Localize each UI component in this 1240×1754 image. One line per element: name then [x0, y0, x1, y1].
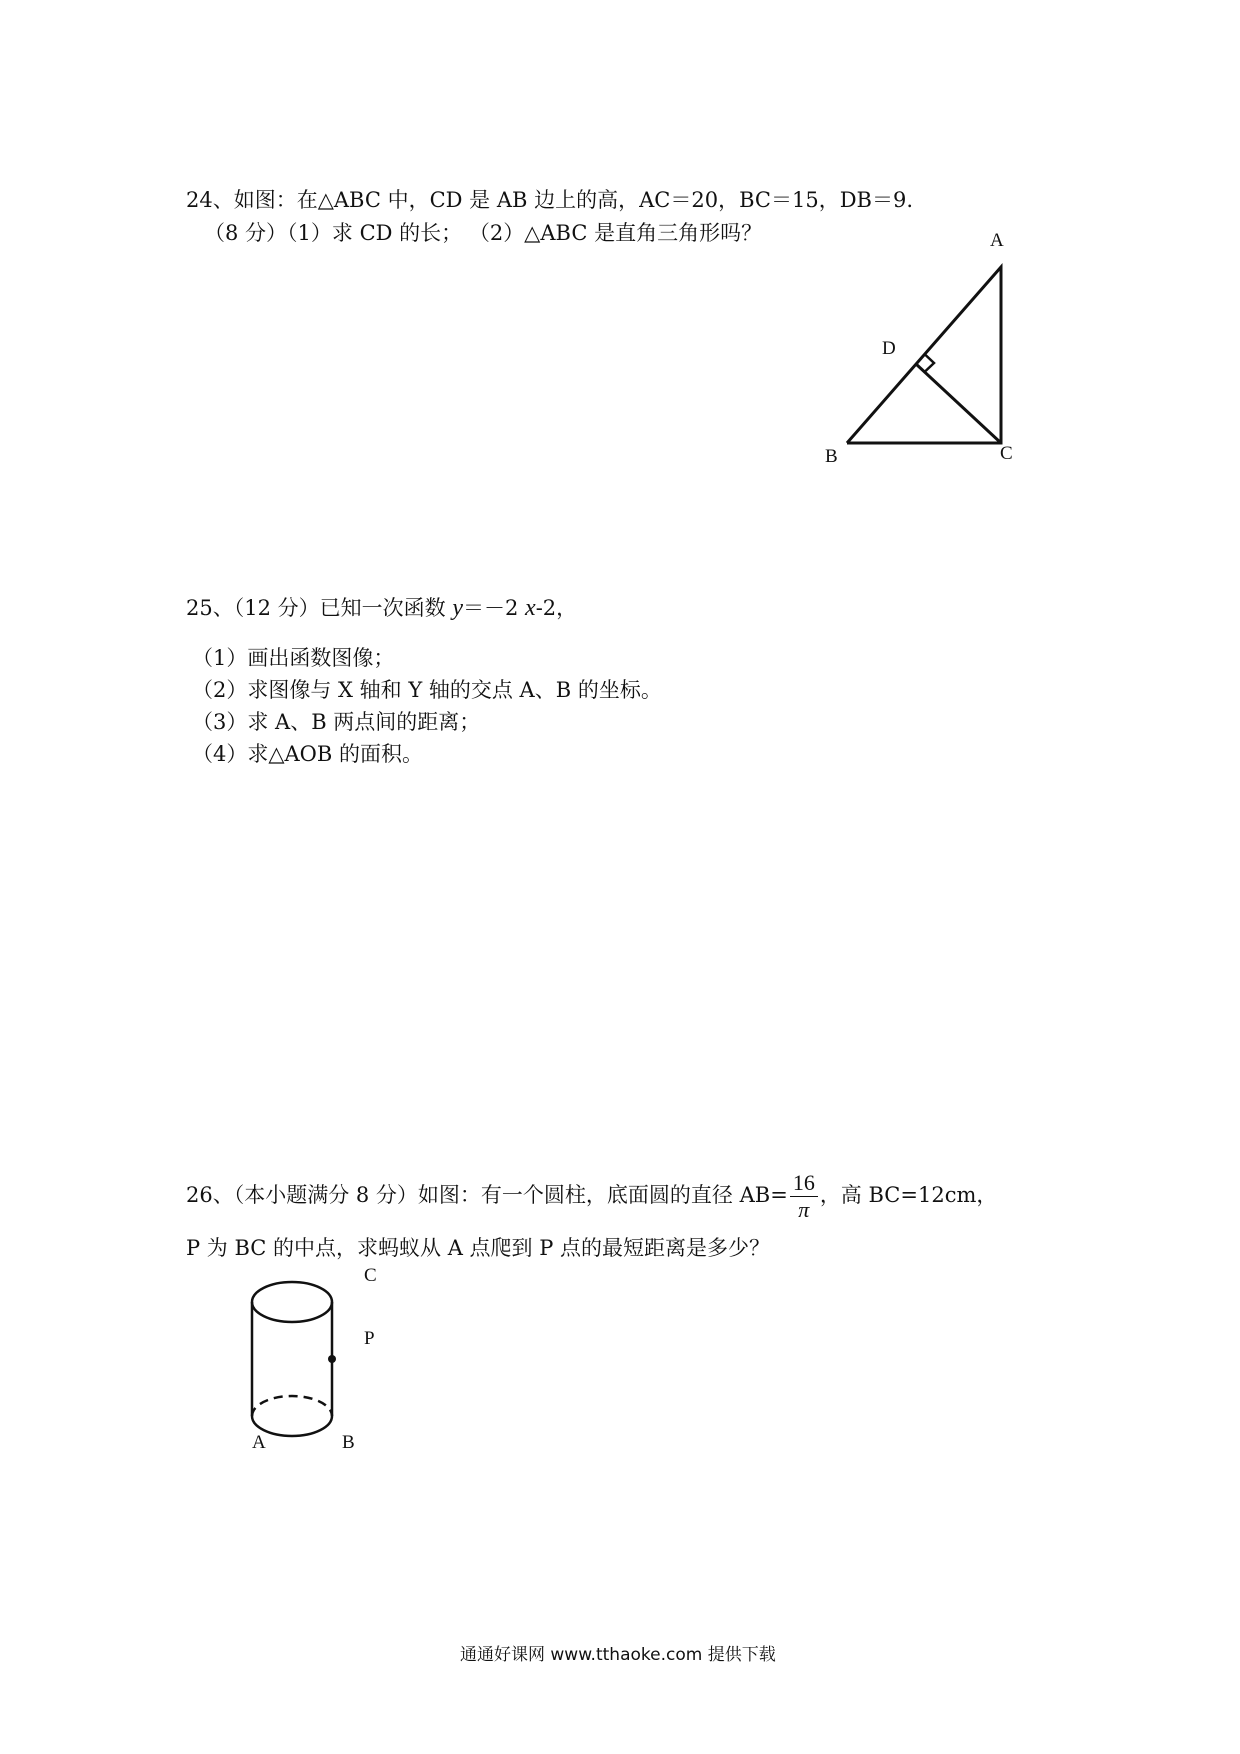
q26-line1 — [186, 1170, 997, 1223]
fraction-denominator: π — [798, 1197, 810, 1222]
q25-var-x: x — [525, 595, 536, 621]
q25-eq-end: -2， — [535, 596, 578, 620]
fraction-16-over-pi — [790, 1170, 818, 1223]
q24-line1: 24、如图：在△ABC 中，CD 是 AB 边上的高，AC＝20，BC＝15，DB＝9. — [186, 188, 914, 212]
label-a: A — [990, 230, 1004, 251]
label-c: C — [1000, 443, 1013, 464]
q24-line2: （8 分）（1）求 CD 的长； （2）△ABC 是直角三角形吗？ — [204, 221, 763, 245]
point-p-dot — [328, 1355, 336, 1363]
page-footer: 通通好课网 www.tthaoke.com 提供下载 — [460, 1645, 776, 1665]
cylinder-figure — [240, 1250, 360, 1450]
cyl-label-b: B — [342, 1432, 355, 1453]
q25-item-3: （3）求 A、B 两点间的距离； — [192, 710, 481, 734]
q25-item-2: （2）求图像与 X 轴和 Y 轴的交点 A、B 的坐标。 — [192, 678, 662, 702]
cyl-label-a: A — [252, 1432, 266, 1453]
label-d: D — [882, 338, 896, 359]
q26-line1-suffix: ，高 BC=12cm， — [819, 1183, 998, 1207]
q25-prefix: 25、（12 分）已知一次函数 — [186, 596, 446, 620]
altitude-cd — [916, 364, 1001, 443]
q26-line2: P 为 BC 的中点，求蚂蚁从 A 点爬到 P 点的最短距离是多少？ — [186, 1236, 771, 1260]
q26-line1-prefix: 26、（本小题满分 8 分）如图：有一个圆柱，底面圆的直径 AB= — [186, 1183, 788, 1207]
q25-item-4: （4）求△AOB 的面积。 — [192, 742, 423, 766]
fraction-numerator: 16 — [790, 1170, 818, 1197]
cyl-label-c: C — [364, 1265, 377, 1286]
q25-eq-mid: ＝－2 — [462, 596, 519, 620]
q25-var-y: y — [452, 595, 463, 621]
q25-statement — [186, 594, 577, 622]
label-b: B — [825, 446, 838, 467]
cyl-label-p: P — [364, 1328, 375, 1349]
q25-item-1: （1）画出函数图像； — [192, 646, 395, 670]
cylinder-bottom-back-dashed — [252, 1396, 332, 1416]
triangle-abc-figure — [800, 220, 1040, 480]
cylinder-top-ellipse — [252, 1282, 332, 1322]
right-angle-mark-d — [925, 354, 935, 372]
